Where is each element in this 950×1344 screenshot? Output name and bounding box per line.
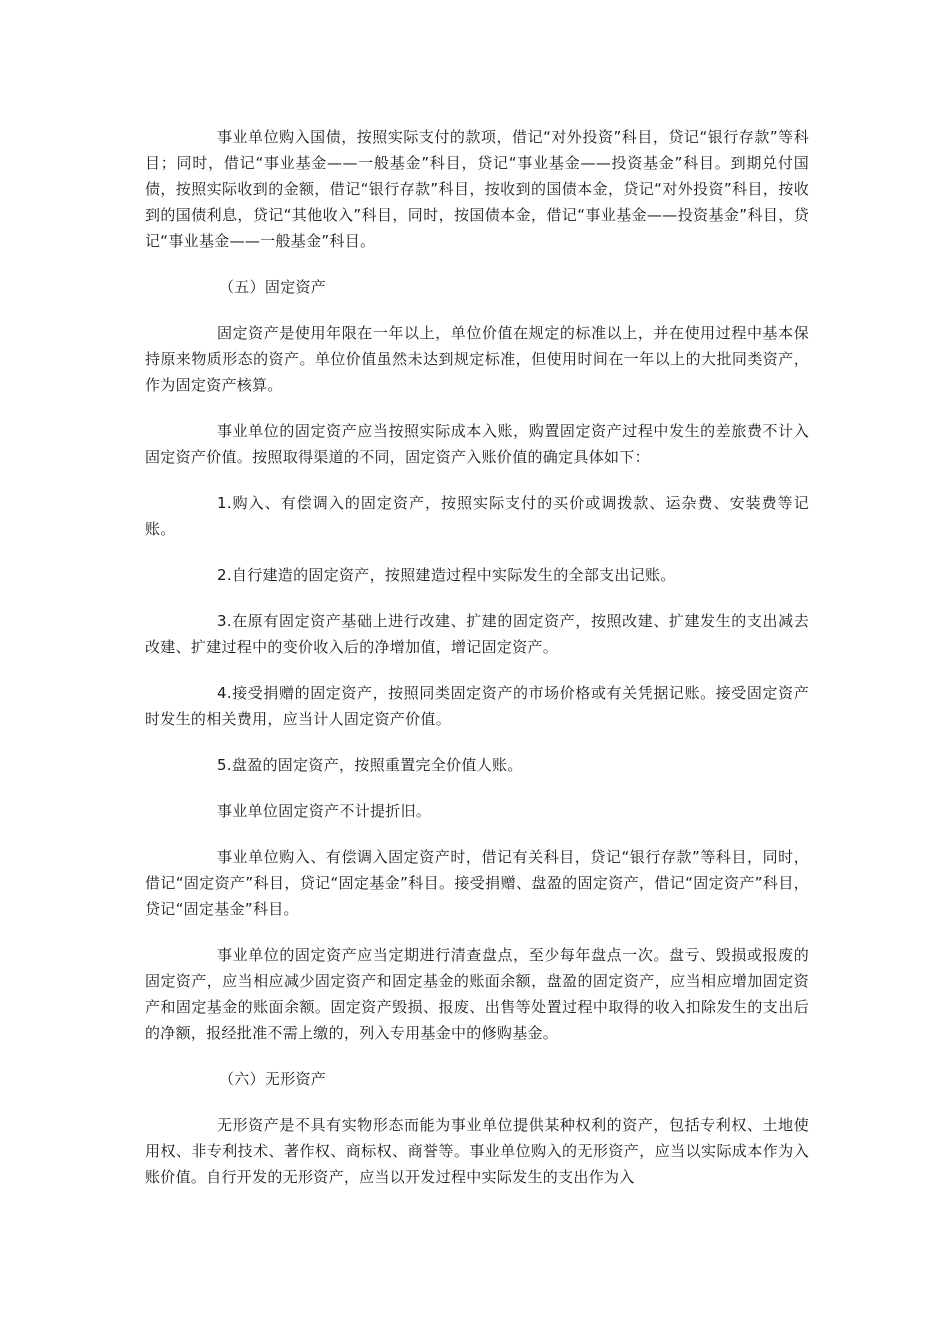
paragraph-intangible-definition: 无形资产是不具有实物形态而能为事业单位提供某种权利的资产，包括专利权、土地使用权、非专利技术、著作权、商标权、商誉等。事业单位购入的无形资产，应当以实际成本作为入账价值。自行开发的无形资产，应当以开发过程中实际发生的支出作为入 bbox=[145, 1116, 809, 1186]
section-heading-fixed-assets: （五）固定资产 bbox=[219, 278, 327, 296]
paragraph-accounting-entries: 事业单位购入、有偿调入固定资产时，借记有关科目，贷记“银行存款”等科目，同时，借记“固定资产”科目，贷记“固定基金”科目。接受捐赠、盘盈的固定资产，借记“固定资产”科目，贷记“固定基金”科目。 bbox=[145, 848, 809, 918]
list-item-3: 3.在原有固定资产基础上进行改建、扩建的固定资产，按照改建、扩建发生的支出减去改建、扩建过程中的变价收入后的净增加值，增记固定资产。 bbox=[145, 612, 809, 656]
paragraph-inventory-check: 事业单位的固定资产应当定期进行清查盘点，至少每年盘点一次。盘亏、毁损或报废的固定资产，应当相应减少固定资产和固定基金的账面余额，盘盈的固定资产，应当相应增加固定资产和固定基金的账面余额。固定资产毁损、报废、出售等处置过程中取得的收入扣除发生的支出后的净额，报经批准不需上缴的，列入专用基金中的修购基金。 bbox=[145, 946, 809, 1042]
list-item-4: 4.接受捐赠的固定资产，按照同类固定资产的市场价格或有关凭据记账。接受固定资产时发生的相关费用，应当计人固定资产价值。 bbox=[145, 684, 809, 728]
paragraph-no-depreciation: 事业单位固定资产不计提折旧。 bbox=[217, 802, 432, 820]
list-item-1: 1.购入、有偿调入的固定资产，按照实际支付的买价或调拨款、运杂费、安装费等记账。 bbox=[145, 494, 809, 538]
list-item-2: 2.自行建造的固定资产，按照建造过程中实际发生的全部支出记账。 bbox=[217, 566, 676, 584]
document-body bbox=[145, 124, 809, 1210]
paragraph-bond-purchase: 事业单位购入国债，按照实际支付的款项，借记“对外投资”科目，贷记“银行存款”等科目；同时，借记“事业基金——一般基金”科目，贷记“事业基金——投资基金”科目。到期兑付国债，按照实际收到的金额，借记“银行存款”科目，按收到的国债本金，贷记“对外投资”科目，按收到的国债利息，贷记“其他收入”科目，同时，按国债本金，借记“事业基金——投资基金”科目，贷记“事业基金——一般基金”科目。 bbox=[145, 128, 809, 250]
paragraph-fixed-asset-definition: 固定资产是使用年限在一年以上，单位价值在规定的标准以上，并在使用过程中基本保持原来物质形态的资产。单位价值虽然未达到规定标准，但使用时间在一年以上的大批同类资产，作为固定资产核算。 bbox=[145, 324, 809, 394]
list-item-5: 5.盘盈的固定资产，按照重置完全价值人账。 bbox=[217, 756, 523, 774]
paragraph-fixed-asset-cost: 事业单位的固定资产应当按照实际成本入账，购置固定资产过程中发生的差旅费不计入固定资产价值。按照取得渠道的不同，固定资产入账价值的确定具体如下： bbox=[145, 422, 809, 466]
section-heading-intangible-assets: （六）无形资产 bbox=[219, 1070, 327, 1088]
